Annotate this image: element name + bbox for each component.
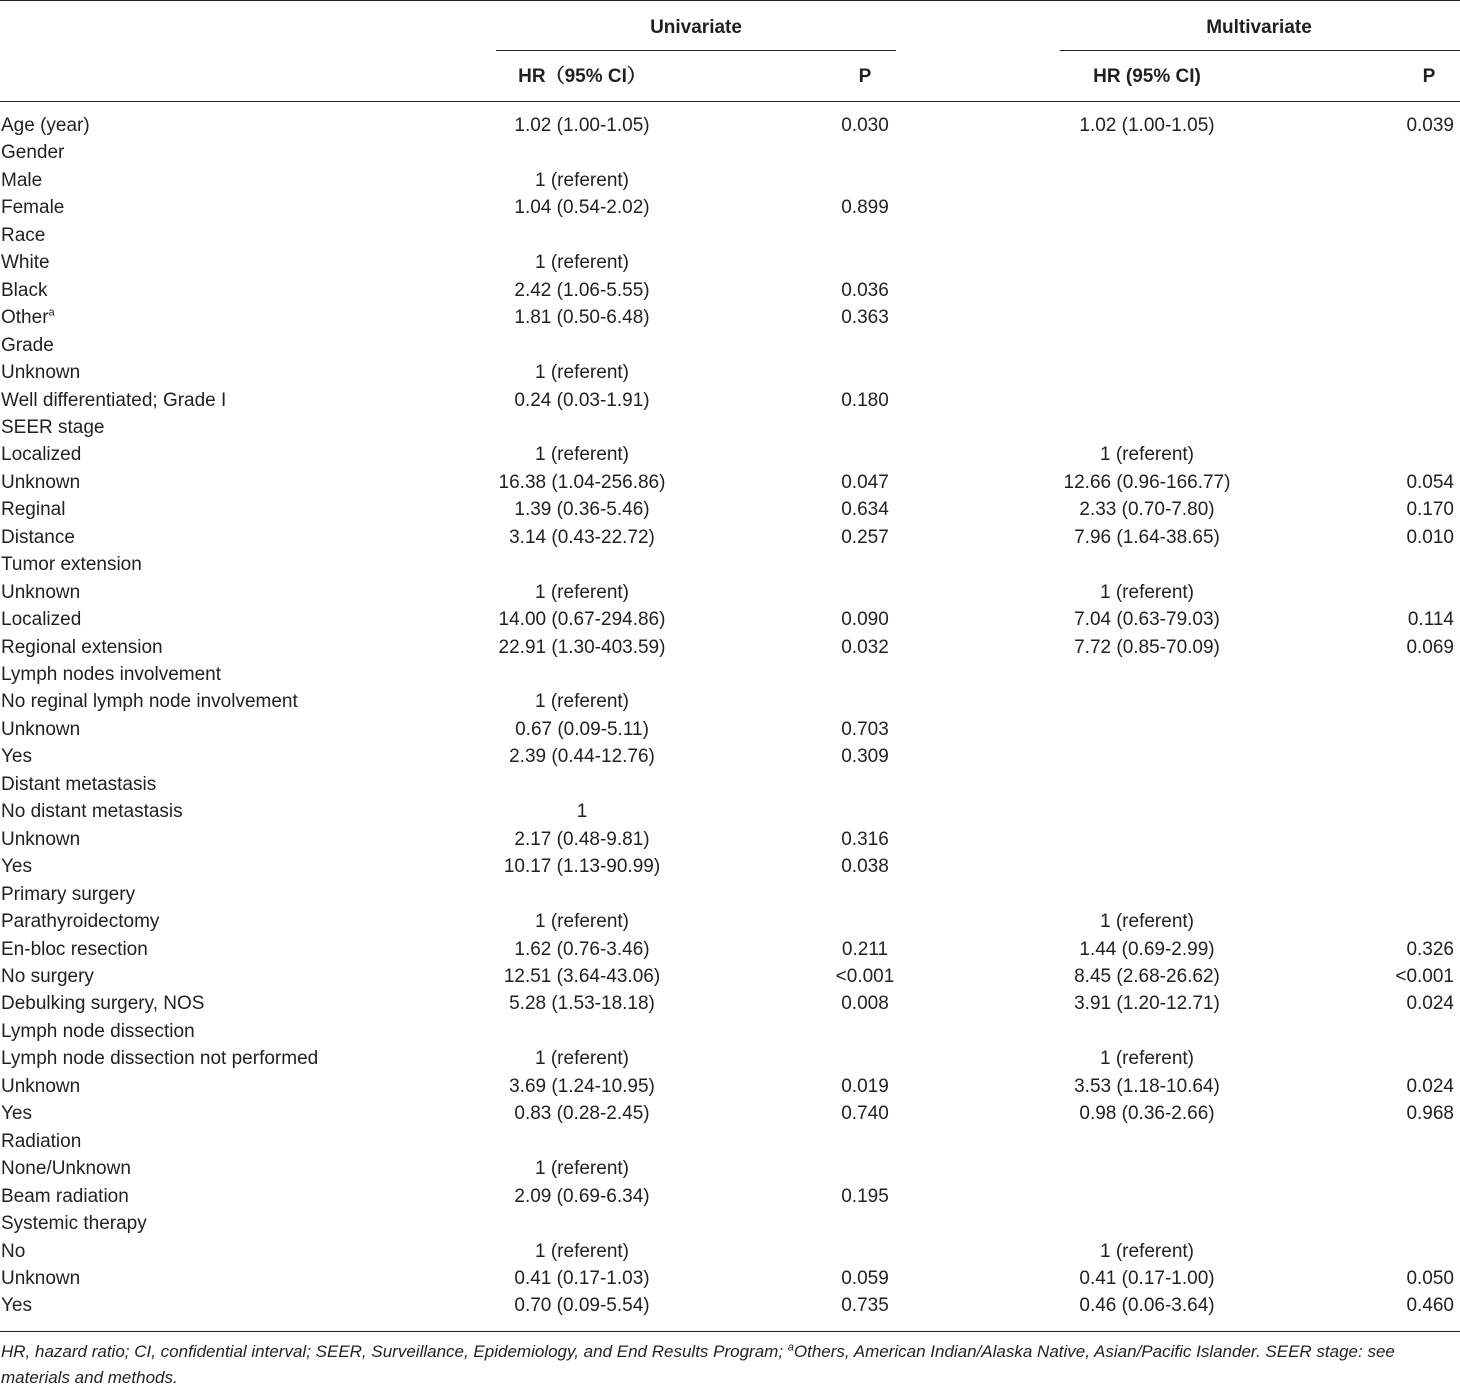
footnote-text: HR, hazard ratio; CI, confidential interval; SEER, Surveillance, Epidemiology, and End Results Program; (1, 1342, 788, 1361)
multivariate-hr-cell: 1 (referent) (1100, 581, 1194, 603)
multivariate-hr-cell: 1 (referent) (1100, 1240, 1194, 1262)
univariate-hr-cell: 2.39 (0.44-12.76) (509, 746, 655, 768)
row-label (1, 908, 159, 935)
table-row (0, 469, 1460, 496)
univariate-hr-cell: 1 (576, 801, 588, 823)
row-label (1, 1073, 80, 1100)
row-label (1, 222, 45, 249)
univariate-hr-cell: 3.14 (0.43-22.72) (509, 526, 655, 548)
univariate-hr-header: HR（95% CI） (518, 66, 646, 87)
row-label-text: White (1, 252, 50, 274)
row-label (1, 1045, 318, 1072)
table-row (0, 579, 1460, 606)
multivariate-p-cell: 0.114 (1407, 609, 1454, 631)
univariate-heading: Univariate (650, 17, 742, 38)
row-label (1, 990, 204, 1017)
univariate-hr-cell: 0.67 (0.09-5.11) (515, 718, 649, 740)
table-row (0, 551, 1460, 578)
row-label (1, 112, 90, 139)
row-label (1, 1018, 195, 1045)
table-row (0, 881, 1460, 908)
row-label-text: Debulking surgery, NOS (1, 993, 205, 1015)
table-row (0, 688, 1460, 715)
row-label (1, 1155, 131, 1182)
univariate-hr-cell: 1 (referent) (535, 444, 629, 466)
table-row (0, 332, 1460, 359)
table-row (0, 1183, 1460, 1210)
table-row (0, 661, 1460, 688)
univariate-hr-cell: 2.09 (0.69-6.34) (514, 1185, 650, 1207)
table-row (0, 414, 1460, 441)
table-row (0, 194, 1460, 221)
multivariate-p-cell: 0.024 (1406, 1075, 1454, 1097)
multivariate-hr-cell: 1.02 (1.00-1.05) (1079, 115, 1215, 136)
univariate-p-cell: 0.036 (841, 279, 889, 301)
row-label-text: Systemic therapy (1, 1213, 147, 1234)
table-row (0, 936, 1460, 963)
univariate-hr-cell: 1.39 (0.36-5.46) (514, 499, 650, 521)
multivariate-hr-cell: 12.66 (0.96-166.77) (1063, 471, 1231, 493)
row-label (1, 551, 142, 578)
univariate-hr-cell: 1 (referent) (535, 1048, 629, 1070)
row-label-text: Other (1, 307, 49, 329)
row-label-text: Age (year) (1, 115, 90, 136)
row-label-text: Race (1, 224, 46, 246)
table-row (0, 112, 1460, 139)
univariate-p-cell: 0.899 (841, 197, 889, 219)
row-label (1, 167, 42, 194)
multivariate-rule (1060, 50, 1460, 51)
univariate-p-cell: 0.257 (841, 526, 889, 548)
multivariate-p-cell: 0.039 (1406, 115, 1454, 136)
row-label-superscript: a (48, 306, 55, 319)
univariate-p-cell: 0.316 (841, 828, 889, 850)
multivariate-hr-cell: 7.96 (1.64-38.65) (1074, 526, 1220, 548)
univariate-p-cell: 0.309 (841, 746, 889, 768)
table-row (0, 222, 1460, 249)
row-label-text: Distance (1, 526, 75, 548)
multivariate-p-cell: 0.010 (1406, 526, 1454, 548)
univariate-hr-cell: 1 (referent) (535, 1158, 629, 1180)
table-row (0, 1292, 1460, 1319)
row-label-text: Lymph node dissection (1, 1020, 195, 1042)
table-row (0, 359, 1460, 386)
row-label-text: Regional extension (1, 636, 163, 658)
univariate-hr-cell: 3.69 (1.24-10.95) (509, 1075, 655, 1097)
univariate-hr-cell: 1 (referent) (535, 169, 629, 191)
table-row (0, 826, 1460, 853)
row-label-text: Yes (1, 1295, 32, 1317)
row-label-text: No reginal lymph node involvement (1, 691, 298, 713)
multivariate-hr-header: HR (95% CI) (1093, 66, 1201, 87)
row-label (1, 963, 94, 990)
table-row (0, 249, 1460, 276)
univariate-p-cell: 0.032 (841, 636, 889, 658)
top-rule (0, 0, 1460, 1)
multivariate-p-cell: 0.326 (1406, 938, 1454, 960)
row-label (1, 359, 80, 386)
row-label-text: No surgery (1, 965, 94, 987)
multivariate-hr-cell: 2.33 (0.70-7.80) (1079, 499, 1215, 521)
univariate-hr-cell: 0.83 (0.28-2.45) (514, 1103, 650, 1125)
table-row (0, 1210, 1460, 1237)
row-label (1, 387, 226, 414)
univariate-p-cell: 0.634 (841, 499, 889, 521)
univariate-hr-cell: 1.02 (1.00-1.05) (514, 115, 650, 136)
multivariate-p-cell: 0.054 (1406, 471, 1454, 493)
table-row (0, 139, 1460, 166)
row-label (1, 853, 32, 880)
row-label-text: Unknown (1, 1267, 81, 1289)
univariate-p-header: P (858, 66, 872, 87)
table-row (0, 167, 1460, 194)
multivariate-hr-cell: 1.44 (0.69-2.99) (1079, 938, 1215, 960)
univariate-hr-cell: 1.62 (0.76-3.46) (514, 938, 650, 960)
univariate-p-cell: 0.090 (841, 609, 889, 631)
row-label-text: Unknown (1, 828, 81, 850)
univariate-hr-cell: 22.91 (1.30-403.59) (498, 636, 666, 658)
row-label-text: Reginal (1, 499, 66, 521)
univariate-hr-cell: 0.70 (0.09-5.54) (514, 1295, 650, 1317)
row-label (1, 743, 32, 770)
table-row (0, 963, 1460, 990)
row-label (1, 688, 298, 715)
row-label-text: Localized (1, 609, 82, 631)
row-label (1, 826, 80, 853)
univariate-p-cell: 0.019 (841, 1075, 889, 1097)
row-label (1, 414, 105, 441)
row-label (1, 1292, 32, 1319)
row-label-text: Localized (1, 444, 82, 466)
univariate-hr-cell: 5.28 (1.53-18.18) (509, 993, 655, 1015)
row-label-text: Well differentiated; Grade I (1, 389, 227, 411)
row-label (1, 1100, 32, 1127)
footnote-superscript: a (787, 1341, 794, 1354)
row-label-text: Female (1, 197, 65, 219)
multivariate-hr-cell: 0.41 (0.17-1.00) (1079, 1267, 1215, 1289)
row-label (1, 1238, 25, 1265)
row-label (1, 496, 65, 523)
univariate-hr-cell: 0.41 (0.17-1.03) (514, 1267, 650, 1289)
row-label (1, 441, 81, 468)
univariate-hr-cell: 12.51 (3.64-43.06) (503, 965, 661, 987)
multivariate-hr-cell: 0.46 (0.06-3.64) (1079, 1295, 1215, 1317)
row-label-text: Unknown (1, 471, 81, 493)
univariate-p-cell: 0.363 (841, 307, 889, 329)
multivariate-hr-cell: 7.04 (0.63-79.03) (1074, 609, 1220, 631)
univariate-rule (496, 50, 896, 51)
univariate-p-cell: <0.001 (835, 965, 895, 987)
table-row (0, 496, 1460, 523)
univariate-hr-cell: 1.04 (0.54-2.02) (514, 197, 650, 219)
table-footnote (1, 1339, 1457, 1391)
row-label-text: Unknown (1, 1075, 81, 1097)
univariate-p-cell: 0.195 (841, 1185, 889, 1207)
row-label (1, 469, 80, 496)
row-label-text: Beam radiation (1, 1185, 129, 1207)
multivariate-heading: Multivariate (1206, 17, 1312, 38)
univariate-hr-cell: 1 (referent) (535, 581, 629, 603)
multivariate-p-cell: 0.024 (1406, 993, 1454, 1015)
multivariate-hr-cell: 0.98 (0.36-2.66) (1079, 1103, 1215, 1125)
multivariate-p-cell: 0.069 (1406, 636, 1454, 658)
row-label-text: Gender (1, 142, 65, 164)
table-row (0, 771, 1460, 798)
row-label (1, 606, 81, 633)
row-label-text: No distant metastasis (1, 801, 183, 823)
multivariate-p-cell: 0.460 (1406, 1295, 1454, 1317)
row-label (1, 249, 50, 276)
row-label-text: Unknown (1, 581, 81, 603)
table-row (0, 277, 1460, 304)
row-label-text: Radiation (1, 1130, 82, 1152)
row-label-text: Parathyroidectomy (1, 911, 160, 932)
univariate-p-cell: 0.008 (841, 993, 889, 1015)
multivariate-hr-cell: 8.45 (2.68-26.62) (1074, 965, 1220, 987)
univariate-p-cell: 0.703 (841, 718, 889, 740)
univariate-hr-cell: 1 (referent) (535, 1240, 629, 1262)
univariate-hr-cell: 2.42 (1.06-5.55) (514, 279, 650, 301)
row-label-text: Distant metastasis (1, 773, 157, 795)
header-rule (0, 101, 1460, 102)
row-label-text: Tumor extension (1, 554, 142, 576)
row-label (1, 1128, 81, 1155)
table-row (0, 1018, 1460, 1045)
row-label (1, 579, 80, 606)
multivariate-p-cell: 0.050 (1406, 1267, 1454, 1289)
table-row (0, 304, 1460, 331)
multivariate-p-header: P (1422, 66, 1436, 87)
row-label (1, 798, 183, 825)
table-row (0, 716, 1460, 743)
table-row (0, 1128, 1460, 1155)
row-label (1, 524, 75, 551)
row-label-text: None/Unknown (1, 1158, 131, 1180)
row-label-text: En-bloc resection (1, 938, 148, 960)
row-label (1, 1183, 129, 1210)
row-label-text: Lymph node dissection not performed (1, 1048, 319, 1070)
row-label-text: No (1, 1240, 26, 1262)
row-label (1, 661, 221, 688)
univariate-hr-cell: 1 (referent) (535, 252, 629, 274)
row-label (1, 936, 148, 963)
row-label (1, 304, 55, 331)
table-row (0, 798, 1460, 825)
multivariate-p-cell: 0.968 (1406, 1103, 1454, 1125)
table-row (0, 1265, 1460, 1292)
row-label-text: Yes (1, 856, 32, 878)
univariate-p-cell: 0.038 (841, 856, 889, 878)
row-label (1, 332, 54, 359)
multivariate-hr-cell: 1 (referent) (1100, 1048, 1194, 1070)
univariate-hr-cell: 2.17 (0.48-9.81) (514, 828, 650, 850)
row-label-text: Grade (1, 334, 54, 356)
table-row (0, 853, 1460, 880)
table-row (0, 743, 1460, 770)
univariate-hr-cell: 1 (referent) (535, 911, 629, 932)
row-label-text: Unknown (1, 718, 81, 740)
row-label-text: SEER stage (1, 416, 105, 438)
table-row (0, 990, 1460, 1017)
table-row (0, 524, 1460, 551)
multivariate-hr-cell: 1 (referent) (1100, 911, 1194, 932)
univariate-p-cell: 0.180 (841, 389, 889, 411)
univariate-p-cell: 0.059 (841, 1267, 889, 1289)
row-label (1, 1265, 80, 1292)
univariate-p-cell: 0.740 (841, 1103, 889, 1125)
multivariate-p-cell: <0.001 (1395, 965, 1454, 987)
row-label (1, 716, 80, 743)
table-row (0, 387, 1460, 414)
univariate-hr-cell: 16.38 (1.04-256.86) (498, 471, 666, 493)
row-label-text: Black (1, 279, 48, 301)
table-row (0, 441, 1460, 468)
row-label (1, 771, 156, 798)
univariate-p-cell: 0.211 (841, 938, 889, 960)
multivariate-p-cell: 0.170 (1406, 499, 1454, 521)
univariate-hr-cell: 14.00 (0.67-294.86) (498, 609, 666, 631)
table-row (0, 1238, 1460, 1265)
multivariate-hr-cell: 7.72 (0.85-70.09) (1074, 636, 1220, 658)
row-label (1, 634, 163, 661)
row-label-text: Lymph nodes involvement (1, 664, 222, 685)
row-label (1, 881, 135, 908)
row-label (1, 139, 64, 166)
table-row (0, 1073, 1460, 1100)
row-label-text: Primary surgery (1, 883, 136, 905)
footnote-text-continued: Others, American Indian/Alaska Native, Asian/Pacific Islander. SEER stage: see materials and methods. (1, 1342, 1395, 1387)
table-row (0, 634, 1460, 661)
multivariate-hr-cell: 3.53 (1.18-10.64) (1074, 1075, 1220, 1097)
univariate-hr-cell: 0.24 (0.03-1.91) (514, 389, 650, 411)
univariate-hr-cell: 1 (referent) (535, 691, 629, 713)
multivariate-hr-cell: 1 (referent) (1100, 444, 1194, 466)
row-label-text: Yes (1, 1103, 32, 1125)
row-label-text: Unknown (1, 362, 81, 383)
univariate-p-cell: 0.735 (841, 1295, 889, 1317)
row-label (1, 194, 64, 221)
table-row (0, 606, 1460, 633)
univariate-p-cell: 0.047 (841, 471, 889, 493)
univariate-hr-cell: 10.17 (1.13-90.99) (503, 856, 661, 878)
row-label-text: Yes (1, 746, 32, 768)
univariate-p-cell: 0.030 (841, 115, 889, 136)
bottom-rule (0, 1331, 1460, 1332)
table-row (0, 1100, 1460, 1127)
row-label (1, 1210, 147, 1237)
table-row (0, 1045, 1460, 1072)
multivariate-hr-cell: 3.91 (1.20-12.71) (1074, 993, 1220, 1015)
table-row (0, 1155, 1460, 1182)
univariate-hr-cell: 1.81 (0.50-6.48) (514, 307, 650, 329)
univariate-hr-cell: 1 (referent) (535, 362, 629, 383)
table-row (0, 908, 1460, 935)
row-label (1, 277, 47, 304)
row-label-text: Male (1, 169, 43, 191)
